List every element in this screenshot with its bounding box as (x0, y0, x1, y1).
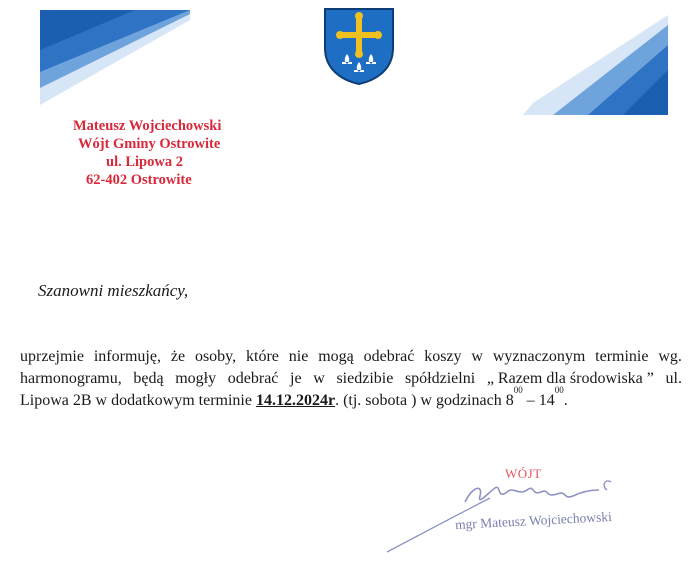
body-word: odebrać (227, 370, 279, 387)
body-word: siedzibie (336, 370, 394, 387)
time-from-superscript: 00 (513, 385, 523, 395)
decorative-blue-shape-right (523, 15, 668, 115)
body-text-segment: . (tj. sobota ) w godzinach 8 (335, 392, 514, 409)
sender-office: Wójt Gminy Ostrowite (78, 136, 221, 152)
body-word: ul. (665, 370, 682, 387)
body-word: je (290, 370, 302, 387)
body-line-1 (20, 346, 682, 368)
signature-title: WÓJT (505, 466, 542, 481)
body-word: spółdzielni (404, 370, 476, 387)
body-word: że (170, 348, 186, 365)
body-word: mogły (175, 370, 217, 387)
body-word: terminie (595, 348, 649, 365)
coat-of-arms-icon (322, 6, 396, 86)
body-word: „ Razem dla środowiska ” (486, 370, 654, 387)
body-line-2 (20, 368, 682, 390)
sender-street: ul. Lipowa 2 (106, 154, 183, 170)
body-word: wyznaczonym (492, 348, 586, 365)
signature-name: mgr Mateusz Wojciechowski (454, 508, 613, 533)
body-word: w (471, 348, 483, 365)
sender-city: 62-402 Ostrowite (86, 172, 192, 188)
body-text-segment: – 14 (522, 392, 555, 409)
body-word: będą (133, 370, 164, 387)
body-word: wg. (658, 348, 682, 365)
decorative-blue-shape-left (40, 10, 190, 105)
body-word: odebrać (363, 348, 415, 365)
body-word: osoby, (194, 348, 237, 365)
body-word: harmonogramu, (20, 370, 122, 387)
body-text-segment: Lipowa 2B w dodatkowym terminie (20, 392, 256, 409)
body-word: w (313, 370, 325, 387)
greeting: Szanowni mieszkańcy, (38, 281, 189, 300)
letter-body (20, 346, 682, 412)
sender-address (60, 117, 221, 189)
body-text-segment: . (563, 392, 568, 409)
body-word: które (246, 348, 279, 365)
body-word: mogą (318, 348, 354, 365)
sender-name: Mateusz Wojciechowski (73, 118, 222, 134)
collection-date: 14.12.2024r (255, 392, 336, 409)
body-word: uprzejmie (20, 348, 84, 365)
body-word: informuję, (93, 348, 161, 365)
time-to-superscript: 00 (554, 385, 564, 395)
body-word: nie (288, 348, 309, 365)
body-word: koszy (424, 348, 462, 365)
body-line-3 (20, 385, 682, 412)
